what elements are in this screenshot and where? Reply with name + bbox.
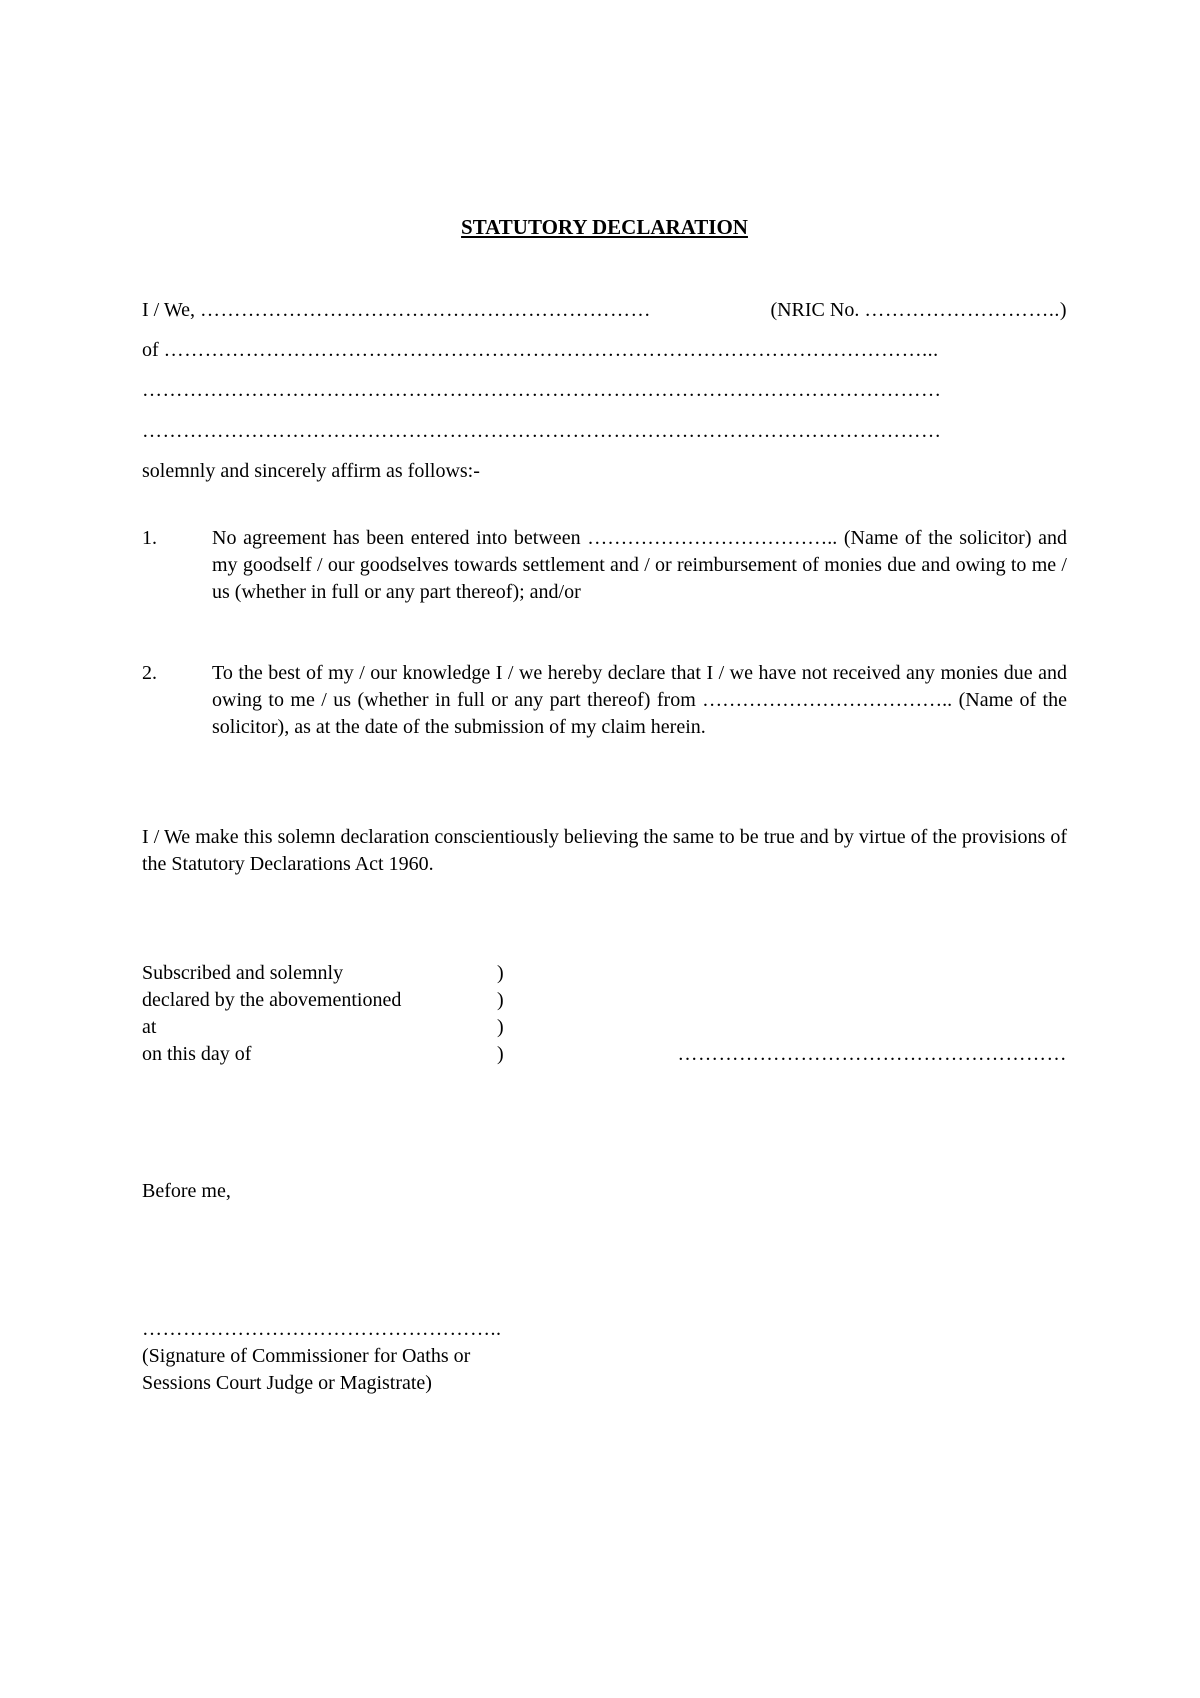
subscribed-label: at: [142, 1016, 157, 1038]
item-text: No agreement has been entered into between ……………………………….. (Name of the solicitor) and my goodself / our goodselves towards settlement and / or reimbursement of monies due and owing to me / us (whether in full or any part thereof); and/or: [212, 527, 1067, 603]
item-number: 2.: [142, 662, 157, 684]
before-me-text: Before me,: [142, 1180, 231, 1202]
list-item: [142, 660, 1067, 741]
address-blank-1: …………………………………………………………………………………………………...: [163, 339, 939, 361]
item-number: 1.: [142, 527, 157, 549]
subscribed-label: declared by the abovementioned: [142, 989, 402, 1011]
item-text: To the best of my / our knowledge I / we hereby declare that I / we have not received any monies due and owing to me / us (whether in full or any part thereof) from ……………………………….. (Name of the solicitor), as at the date of the submission of my claim herein.: [212, 662, 1067, 738]
list-item: [142, 525, 1067, 606]
commissioner-signature-block: [142, 1316, 562, 1397]
commissioner-caption: (Signature of Commissioner for Oaths or: [142, 1345, 471, 1367]
subscribed-block: [142, 960, 1067, 1068]
address-blank-3: ………………………………………………………………………………………………………: [142, 420, 942, 442]
declarant-name-line: [142, 297, 1067, 324]
of-label: of: [142, 339, 159, 361]
subscribed-label: on this day of: [142, 1043, 252, 1065]
subscribed-label: Subscribed and solemnly: [142, 962, 344, 984]
bracket: ): [497, 1016, 504, 1038]
document-title: STATUTORY DECLARATION: [461, 215, 748, 239]
nric-blank: ………………………..): [864, 299, 1067, 321]
commissioner-signature-blank: ……………………………………………..: [142, 1318, 502, 1340]
name-blank: …………………………………………………………: [200, 299, 652, 321]
commissioner-caption: Sessions Court Judge or Magistrate): [142, 1372, 432, 1394]
iwe-label: I / We,: [142, 299, 196, 321]
address-line-1: [142, 337, 1067, 364]
bracket: ): [497, 1043, 504, 1065]
nric-label: (NRIC No.: [770, 299, 860, 321]
declarant-signature-blank: …………………………………………………: [677, 1043, 1067, 1065]
address-blank-2: ………………………………………………………………………………………………………: [142, 379, 942, 401]
bracket: ): [497, 962, 504, 984]
declaration-statement: I / We make this solemn declaration conscientiously believing the same to be true and by virtue of the provisions of the Statutory Declarations Act 1960.: [142, 826, 1067, 875]
bracket: ): [497, 989, 504, 1011]
affirm-text: solemnly and sincerely affirm as follows:-: [142, 460, 480, 482]
